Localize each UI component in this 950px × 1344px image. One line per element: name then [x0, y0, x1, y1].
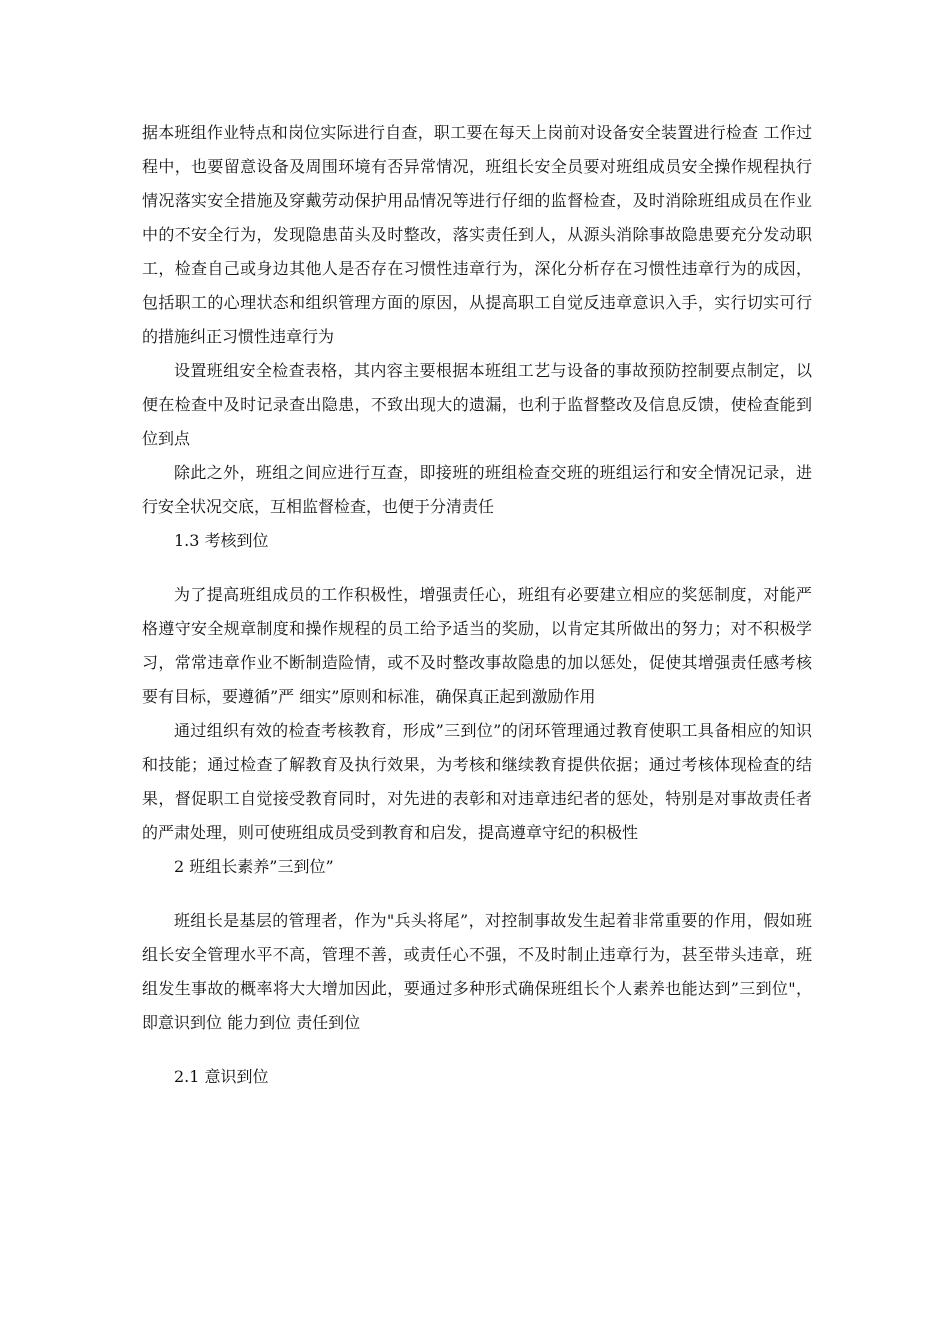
heading-2: 2 班组长素养”三到位”: [174, 857, 334, 876]
spacer: [142, 558, 812, 578]
heading-1-3: 1.3 考核到位: [174, 531, 269, 550]
paragraph-mutual-inspection: 除此之外，班组之间应进行互查，即接班的班组检查交班的班组运行和安全情况记录，进行安全状况交底，互相监督检查，也便于分清责任: [142, 463, 812, 516]
paragraph-team-leader: 班组长是基层的管理者，作为"兵头将尾”，对控制事故发生起着非常重要的作用，假如班组长安全管理水平不高，管理不善，或责任心不强，不及时制止违章行为，甚至带头违章，班组发生事故的概率将大大增加因此，要通过多种形式确保班组长个人素养也能达到”三到位"，即意识到位 能力到位 责任到位: [142, 911, 812, 1032]
paragraph-closed-loop: 通过组织有效的检查考核教育，形成”三到位”的闭环管理通过教育使职工具备相应的知识和技能；通过检查了解教育及执行效果，为考核和继续教育提供依据；通过考核体现检查的结果，督促职工自觉接受教育同时，对先进的表彰和对违章违纪者的惩处，特别是对事故责任者的严肃处理，则可使班组成员受到教育和启发，提高遵章守纪的积极性: [142, 721, 812, 842]
document-page: [142, 116, 812, 1094]
spacer: [142, 884, 812, 904]
paragraph-reward-system: 为了提高班组成员的工作积极性，增强责任心，班组有必要建立相应的奖惩制度，对能严格遵守安全规章制度和操作规程的员工给予适当的奖励，以肯定其所做出的努力；对不积极学习，常常违章作业不断制造险情，或不及时整改事故隐患的加以惩处，促使其增强责任感考核要有目标，要遵循”严 细实”原则和标准，确保真正起到激励作用: [142, 585, 812, 706]
paragraph-inspection-form: 设置班组安全检查表格，其内容主要根据本班组工艺与设备的事故预防控制要点制定，以便在检查中及时记录查出隐患，不致出现大的遗漏，也利于监督整改及信息反馈，使检查能到位到点: [142, 361, 812, 448]
paragraph-self-inspection: 据本班组作业特点和岗位实际进行自查，职工要在每天上岗前对设备安全装置进行检查 工作过程中，也要留意设备及周围环境有否异常情况，班组长安全员要对班组成员安全操作规程执行情况落实安全措施及穿戴劳动保护用品情况等进行仔细的监督检查，及时消除班组成员在作业中的不安全行为，发现隐患苗头及时整改，落实责任到人，从源头消除事故隐患要充分发动职工，检查自己或身边其他人是否存在习惯性违章行为，深化分析存在习惯性违章行为的成因，包括职工的心理状态和组织管理方面的原因，从提高职工自觉反违章意识入手，实行切实可行的措施纠正习惯性违章行为: [142, 123, 812, 346]
spacer: [142, 1040, 812, 1060]
heading-2-1: 2.1 意识到位: [174, 1067, 269, 1086]
